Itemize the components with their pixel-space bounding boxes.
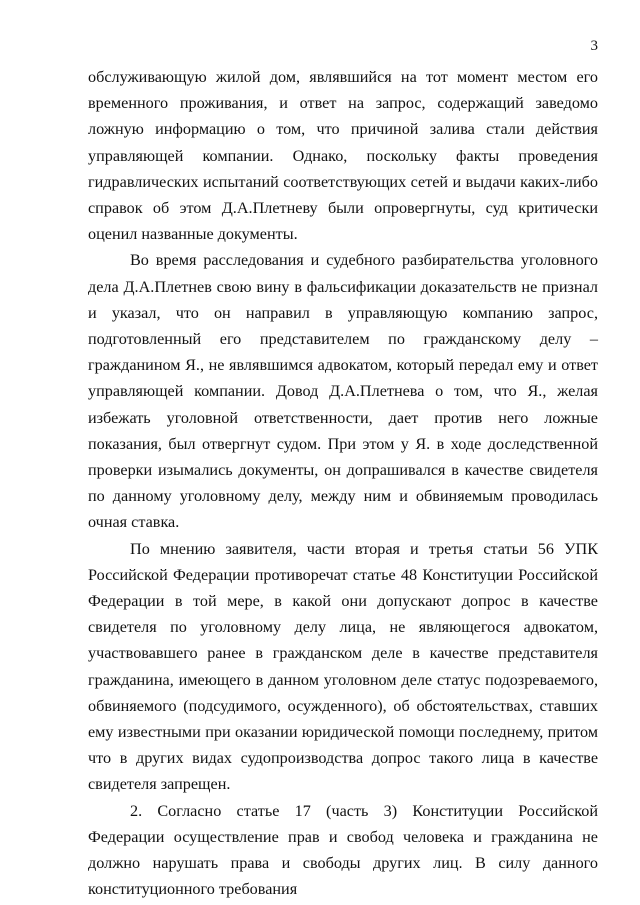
document-body: [88, 64, 598, 903]
paragraph-1: обслуживающую жилой дом, являвшийся на тот момент местом его временного проживания, и ответ на запрос, содержащий заведомо ложную информацию о том, что причиной залива стали действия управляющей компании. Однако, поскольку факты проведения гидравлических испытаний соответствующих сетей и выдачи каких-либо справок об этом Д.А.Плетневу были опровергнуты, суд критически оценил названные документы.: [88, 68, 598, 244]
paragraph-2: Во время расследования и судебного разбирательства уголовного дела Д.А.Плетнев свою вину в фальсификации доказательств не признал и указал, что он направил в управляющую компанию запрос, подготовленный его представителем по гражданскому делу – гражданином Я., не являвшимся адвокатом, который передал ему и ответ управляющей компании. Довод Д.А.Плетнева о том, что Я., желая избежать уголовной ответственности, дает против него ложные показания, был отвергнут судом. При этом у Я. в ходе доследственной проверки изымались документы, он допрашивался в качестве свидетеля по данному уголовному делу, между ним и обвиняемым проводилась очная ставка.: [88, 251, 598, 532]
paragraph-3: По мнению заявителя, части вторая и третья статьи 56 УПК Российской Федерации противоречат статье 48 Конституции Российской Федерации в той мере, в какой они допускают допрос в качестве свидетеля по уголовному делу лица, не являющегося адвокатом, участвовавшего ранее в гражданском деле в качестве представителя гражданина, имеющего в данном уголовном деле статус подозреваемого, обвиняемого (подсудимого, осужденного), об обстоятельствах, ставших ему известными при оказании юридической помощи последнему, притом что в других видах судопроизводства допрос такого лица в качестве свидетеля запрещен.: [88, 539, 598, 794]
page-number: 3: [590, 38, 598, 54]
paragraph-4: 2. Согласно статье 17 (часть 3) Конституции Российской Федерации осуществление прав и свобод человека и гражданина не должно нарушать права и свободы других лиц. В силу данного конституционного требования: [88, 801, 598, 899]
